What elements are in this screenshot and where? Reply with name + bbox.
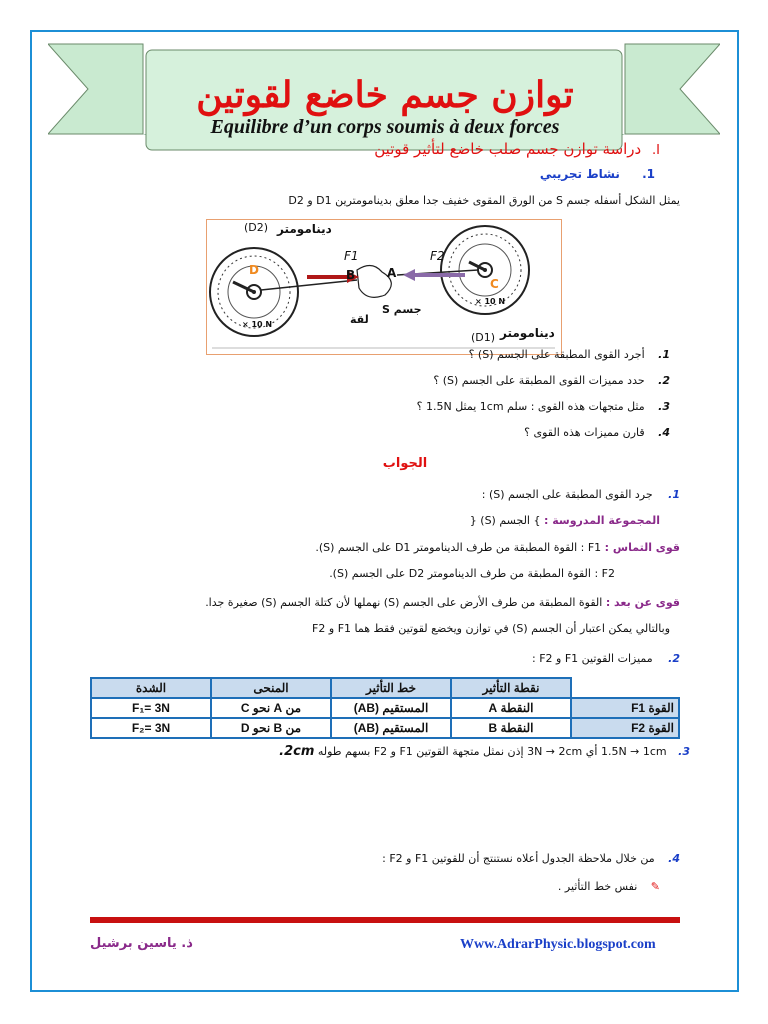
- label-d1: (D1): [471, 331, 496, 344]
- activity-number: 1.: [642, 167, 655, 181]
- question-number: 3.: [658, 400, 670, 413]
- answer2-number: 2.: [668, 652, 680, 665]
- dynamometer-label-top: دينامومتر: [277, 222, 332, 236]
- header-point-of-application: نقطة التأثير: [451, 678, 571, 698]
- answer-title: الجواب: [382, 456, 428, 471]
- answer2-text: مميزات القوتين F1 و F2 :: [532, 652, 653, 665]
- question-text: حدد مميزات القوى المطبقة على الجسم (S) ؟: [433, 374, 645, 387]
- question-item: [300, 400, 670, 426]
- question-item: [300, 426, 670, 452]
- cell-intensity: F₂= 3N: [91, 718, 211, 738]
- ring-label: لقة: [350, 313, 369, 326]
- question-text: قارن مميزات هذه القوى ؟: [524, 426, 645, 439]
- contact-label: قوى التماس :: [604, 541, 680, 554]
- activity-title: نشاط تجريبي: [539, 167, 620, 181]
- table-row: [91, 698, 679, 718]
- system-value: } الجسم (S) {: [469, 514, 541, 527]
- answer3-text: 1.5N → 1cm أي 3N → 2cm إذن نمثل متجهة القوتين F1 و F2 بسهم طوله: [317, 745, 667, 758]
- cell-line-of-action: المستقيم (AB): [331, 698, 451, 718]
- header-empty: [571, 678, 679, 698]
- point-b-label: B: [346, 268, 356, 282]
- contact-line-f2: F2 : القوة المطبقة من طرف الدينامومتر D2 على الجسم (S).: [329, 567, 615, 580]
- distance-line: [160, 596, 680, 609]
- cell-line-of-action: المستقيم (AB): [331, 718, 451, 738]
- point-a-label: A: [387, 266, 397, 280]
- label-d2: (D2): [244, 221, 269, 234]
- question-item: [300, 374, 670, 400]
- answer3-number: 3.: [678, 745, 690, 758]
- row-label: القوة F1: [571, 698, 679, 718]
- footer-site-link[interactable]: Www.AdrarPhysic.blogspot.com: [460, 937, 656, 952]
- answer1-heading: [300, 488, 680, 501]
- point-c-label: C: [490, 277, 499, 291]
- banner-title-fr: Equilibre d’un corps soumis à deux forces: [210, 116, 560, 138]
- cell-point: النقطة B: [451, 718, 571, 738]
- answer3-length: 2cm.: [279, 744, 315, 759]
- question-number: 4.: [658, 426, 670, 439]
- bullet-icon: ✎: [650, 880, 660, 893]
- contact-f1-text: F1 : القوة المطبقة من طرف الدينامومتر D1 على الجسم (S).: [315, 541, 602, 554]
- section-number: I.: [652, 143, 660, 158]
- intro-text: يمثل الشكل أسفله جسم S من الورق المقوى خفيف جدا معلق بدينامومترين D1 و D2: [288, 194, 680, 207]
- activity-heading: [400, 167, 655, 181]
- system-label: المجموعة المدروسة :: [543, 514, 660, 527]
- distance-text: القوة المطبقة من طرف الأرض على الجسم (S) نهملها لأن كتلة الجسم (S) صغيرة جدا.: [205, 596, 603, 609]
- body-label: جسم S: [382, 303, 422, 316]
- contact-line-f1: [260, 541, 680, 554]
- answer4-number: 4.: [668, 852, 680, 865]
- answer2-heading: [480, 652, 680, 665]
- f1-vector-label: F1: [344, 249, 359, 263]
- question-item: [300, 348, 670, 374]
- answer4-point1-text: نفس خط التأثير .: [557, 880, 638, 893]
- question-number: 2.: [658, 374, 670, 387]
- section-title: [300, 140, 660, 158]
- conclusion-line: وبالتالي يمكن اعتبار أن الجسم (S) في توازن ويخضع لقوتين فقط هما F1 و F2: [312, 622, 670, 635]
- row-label: القوة F2: [571, 718, 679, 738]
- header-direction: المنحى: [211, 678, 331, 698]
- forces-table: [90, 677, 680, 739]
- banner-title-ar: توازن جسم خاضع لقوتين: [196, 74, 574, 116]
- cell-direction: من B نحو D: [211, 718, 331, 738]
- f2-vector-label: F2: [430, 249, 445, 263]
- footer-rule: [90, 917, 680, 923]
- table-header-row: [91, 678, 679, 698]
- answer4-line: [340, 852, 680, 865]
- header-line-of-action: خط التأثير: [331, 678, 451, 698]
- question-text: مثل متجهات هذه القوى : سلم 1cm يمثل 1.5N ؟: [416, 400, 645, 413]
- question-number: 1.: [658, 348, 670, 361]
- section-title-text: دراسة توازن جسم صلب خاضع لتأثير قوتين: [374, 140, 642, 158]
- cell-point: النقطة A: [451, 698, 571, 718]
- table-row: [91, 718, 679, 738]
- scale-left: × 10 N: [242, 320, 273, 329]
- questions-list: [300, 348, 670, 452]
- scale-right: × 10 N: [475, 297, 506, 306]
- header-intensity: الشدة: [91, 678, 211, 698]
- cell-direction: من A نحو C: [211, 698, 331, 718]
- answer1-text: جرد القوى المطبقة على الجسم (S) :: [481, 488, 653, 501]
- answer3-line: [220, 744, 690, 759]
- cell-intensity: F₁= 3N: [91, 698, 211, 718]
- answer1-number: 1.: [668, 488, 680, 501]
- answer4-point1: [420, 880, 660, 893]
- footer-author: ذ. ياسين برشيل: [90, 936, 193, 951]
- distance-label: قوى عن بعد :: [605, 596, 680, 609]
- answer4-text: من خلال ملاحظة الجدول أعلاه نستنتج أن للقوتين F1 و F2 :: [382, 852, 655, 865]
- dynamometer-label-bottom: دينامومتر: [500, 326, 555, 340]
- point-d-label: D: [249, 263, 259, 277]
- question-text: أجرد القوى المطبقة على الجسم (S) ؟: [468, 348, 645, 361]
- system-line: [300, 514, 660, 527]
